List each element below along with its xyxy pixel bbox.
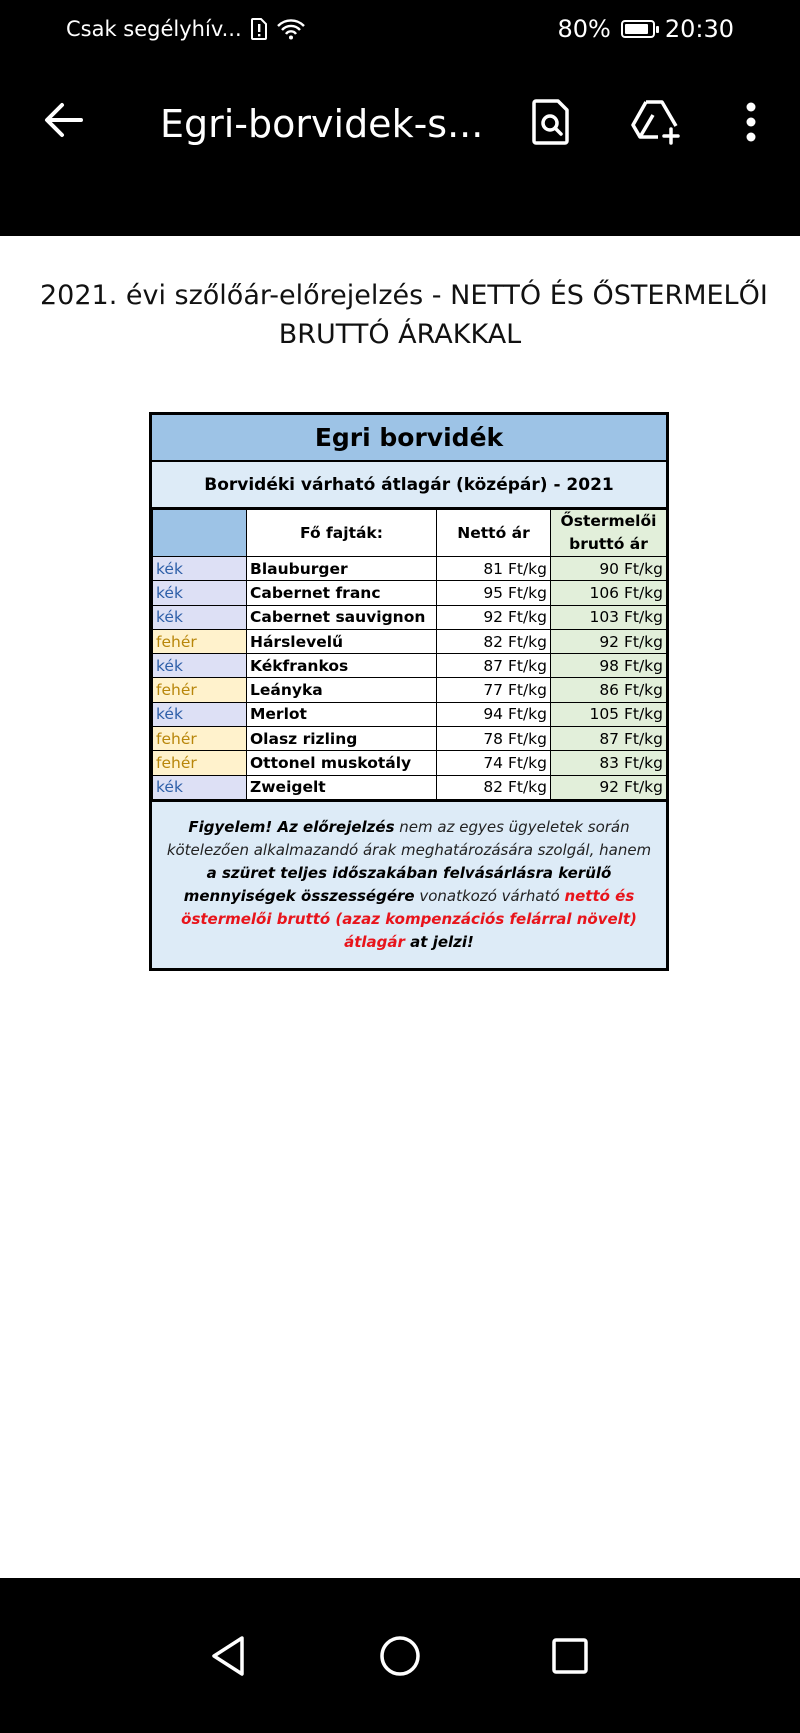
table-row [153, 751, 667, 775]
header-net-price: Nettó ár [437, 510, 551, 557]
battery-fill [625, 24, 648, 34]
battery-percent: 80% [557, 15, 611, 43]
cell-gross-price: 103 Ft/kg [551, 605, 667, 629]
cell-color: kék [153, 654, 247, 678]
table-row [153, 605, 667, 629]
price-rows [153, 557, 667, 800]
table-row [153, 629, 667, 653]
search-document-icon [532, 99, 570, 145]
status-left [66, 17, 306, 41]
cell-color: fehér [153, 678, 247, 702]
cell-color: kék [153, 702, 247, 726]
header-gross-price [551, 510, 667, 557]
cell-color: fehér [153, 727, 247, 751]
cell-color: kék [153, 581, 247, 605]
cell-color: fehér [153, 629, 247, 653]
cell-net-price: 74 Ft/kg [437, 751, 551, 775]
cell-color: kék [153, 775, 247, 799]
cell-net-price: 82 Ft/kg [437, 629, 551, 653]
note-text-1: nem az egyes ügyeletek során kötelezően alkalmazandó árak meghatározására szolgál, hanem [166, 817, 652, 859]
status-bar [0, 0, 800, 60]
document-title: Egri-borvidek-s... [160, 102, 484, 146]
table-row [153, 581, 667, 605]
header-gross-line-2: bruttó ár [569, 535, 648, 553]
price-sheet [149, 412, 669, 971]
cell-color: kék [153, 605, 247, 629]
note-red-text: nettó és östermelői bruttó (azaz kompenzációs felárral növelt) átlagár [181, 886, 637, 951]
table-row [153, 557, 667, 581]
back-button[interactable] [38, 95, 88, 145]
cell-gross-price: 92 Ft/kg [551, 629, 667, 653]
cell-net-price: 82 Ft/kg [437, 775, 551, 799]
cell-variety: Hárslevelű [247, 629, 437, 653]
header-color [153, 510, 247, 557]
cell-net-price: 94 Ft/kg [437, 702, 551, 726]
cell-variety: Zweigelt [247, 775, 437, 799]
price-table [152, 509, 667, 800]
more-options-button[interactable] [724, 95, 778, 149]
heading-line-2: BRUTTÓ ÁRAKKAL [278, 319, 522, 350]
cell-gross-price: 98 Ft/kg [551, 654, 667, 678]
note-warning: Figyelem! Az előrejelzés [188, 817, 395, 836]
cell-net-price: 81 Ft/kg [437, 557, 551, 581]
app-bar [0, 60, 800, 236]
note-end: at jelzi! [404, 932, 474, 951]
cell-net-price: 87 Ft/kg [437, 654, 551, 678]
nav-back-icon [208, 1634, 248, 1678]
add-to-drive-button[interactable] [630, 95, 684, 149]
cell-variety: Leányka [247, 678, 437, 702]
cell-gross-price: 105 Ft/kg [551, 702, 667, 726]
sheet-subtitle: Borvidéki várható átlagár (középár) - 2021 [152, 462, 666, 509]
header-variety: Fő fajták: [247, 510, 437, 557]
header-gross-line-1: Őstermelői [560, 512, 657, 530]
sim-alert-icon [250, 18, 268, 40]
clock: 20:30 [664, 15, 734, 43]
cell-variety: Ottonel muskotály [247, 751, 437, 775]
table-row [153, 678, 667, 702]
note-text-2: vonatkozó várható [414, 886, 565, 905]
document-heading [40, 276, 768, 354]
cell-gross-price: 90 Ft/kg [551, 557, 667, 581]
cell-gross-price: 87 Ft/kg [551, 727, 667, 751]
back-arrow-icon [43, 102, 83, 138]
table-row [153, 775, 667, 799]
search-in-document-button[interactable] [524, 95, 578, 149]
navigation-bar [0, 1578, 800, 1733]
status-right [557, 15, 734, 43]
cell-color: fehér [153, 751, 247, 775]
nav-recents-icon [551, 1637, 589, 1675]
document-viewer[interactable] [0, 236, 800, 1578]
table-row [153, 727, 667, 751]
wifi-icon [276, 18, 306, 40]
heading-line-1: 2021. évi szőlőár-előrejelzés - NETTÓ ÉS ŐSTERMELŐI [40, 280, 768, 311]
cell-variety: Olasz rizling [247, 727, 437, 751]
cell-gross-price: 106 Ft/kg [551, 581, 667, 605]
cell-gross-price: 83 Ft/kg [551, 751, 667, 775]
battery-icon [621, 20, 655, 38]
sheet-note [152, 800, 666, 968]
nav-back-button[interactable] [202, 1630, 254, 1682]
note-emphasis: a szüret teljes időszakában felvásárlásra kerülő mennyiségek összességére [183, 863, 612, 905]
sheet-title: Egri borvidék [152, 415, 666, 462]
add-to-drive-icon [631, 99, 683, 145]
cell-variety: Cabernet franc [247, 581, 437, 605]
table-header-row [153, 510, 667, 557]
cell-variety: Cabernet sauvignon [247, 605, 437, 629]
cell-gross-price: 86 Ft/kg [551, 678, 667, 702]
nav-home-button[interactable] [374, 1630, 426, 1682]
cell-variety: Merlot [247, 702, 437, 726]
table-row [153, 702, 667, 726]
cell-variety: Kékfrankos [247, 654, 437, 678]
nav-recents-button[interactable] [544, 1630, 596, 1682]
cell-net-price: 95 Ft/kg [437, 581, 551, 605]
cell-net-price: 78 Ft/kg [437, 727, 551, 751]
cell-net-price: 92 Ft/kg [437, 605, 551, 629]
cell-net-price: 77 Ft/kg [437, 678, 551, 702]
carrier-text: Csak segélyhív... [66, 17, 242, 41]
cell-gross-price: 92 Ft/kg [551, 775, 667, 799]
nav-home-icon [379, 1635, 421, 1677]
cell-color: kék [153, 557, 247, 581]
table-row [153, 654, 667, 678]
more-vert-icon [745, 102, 757, 142]
cell-variety: Blauburger [247, 557, 437, 581]
